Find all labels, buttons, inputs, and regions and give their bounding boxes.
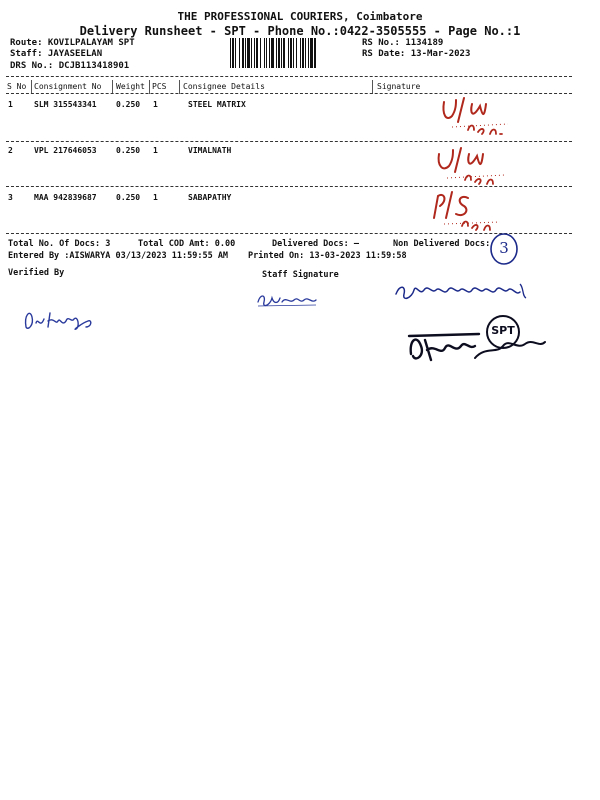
barcode-bar xyxy=(254,38,255,68)
route-text: Route: KOVILPALAYAM SPT xyxy=(10,38,135,48)
barcode-bar xyxy=(269,38,270,68)
row-rule xyxy=(6,186,572,187)
barcode-bar xyxy=(290,38,292,68)
row-consignee: SABAPATHY xyxy=(188,193,232,202)
col-divider xyxy=(112,80,113,94)
staff-text: Staff: JAYASEELAN xyxy=(10,49,103,59)
barcode-bar xyxy=(278,38,280,68)
handwritten-count xyxy=(489,232,519,266)
row-weight: 0.250 xyxy=(116,100,141,109)
tamil-signature xyxy=(392,276,532,306)
row-consignment: MAA 942839687 xyxy=(34,193,97,202)
barcode-bar xyxy=(235,38,236,68)
col-divider xyxy=(31,80,32,94)
non-delivered-docs: Non Delivered Docs: xyxy=(393,239,491,249)
delivered-docs: Delivered Docs: — xyxy=(272,239,359,249)
barcode-bar xyxy=(281,38,282,68)
row-pcs: 1 xyxy=(153,193,158,202)
table-top-rule xyxy=(6,76,572,77)
row-consignee: STEEL MATRIX xyxy=(188,100,246,109)
runsheet-subtitle: Delivery Runsheet - SPT - Phone No.:0422-3505555 - Page No.:1 xyxy=(79,24,521,38)
barcode-bar xyxy=(247,38,250,68)
handwritten-count-value: 3 xyxy=(499,239,509,257)
barcode-bar xyxy=(260,38,261,68)
row-consignment: SLM 315543341 xyxy=(34,100,97,109)
total-cod: Total COD Amt: 0.00 xyxy=(138,239,236,249)
col-divider xyxy=(372,80,373,94)
company-title: THE PROFESSIONAL COURIERS, Coimbatore xyxy=(177,10,423,23)
col-signature: Signature xyxy=(377,82,421,91)
barcode-bar xyxy=(293,38,294,68)
barcode-bar xyxy=(242,38,244,68)
row-weight: 0.250 xyxy=(116,146,141,155)
col-sno: S No xyxy=(7,82,27,91)
barcode-bar xyxy=(245,38,246,68)
barcode-bar xyxy=(251,38,252,68)
row-sno: 2 xyxy=(8,146,13,155)
barcode-bar xyxy=(256,38,258,68)
col-consignee: Consignee Details xyxy=(183,82,265,91)
barcode-bar xyxy=(266,38,267,68)
row-consignee: VIMALNATH xyxy=(188,146,232,155)
verified-by-label: Verified By xyxy=(8,268,65,278)
handwritten-status xyxy=(428,188,508,234)
total-docs: Total No. Of Docs: 3 xyxy=(8,239,111,249)
row-sno: 1 xyxy=(8,100,13,109)
barcode-bar xyxy=(308,38,309,68)
col-divider xyxy=(179,80,180,94)
row-pcs: 1 xyxy=(153,100,158,109)
barcode-bar xyxy=(283,38,285,68)
barcode-bar xyxy=(300,38,301,68)
row-weight: 0.250 xyxy=(116,193,141,202)
handwritten-status xyxy=(433,142,513,188)
entered-by: Entered By :AISWARYA 03/13/2023 11:59:55 AM xyxy=(8,251,229,261)
barcode-bar xyxy=(264,38,265,68)
printed-on: Printed On: 13-03-2023 11:59:58 xyxy=(248,251,407,261)
stamp-signature xyxy=(405,310,553,372)
row-pcs: 1 xyxy=(153,146,158,155)
verified-by-signature xyxy=(22,305,102,335)
handwritten-status xyxy=(438,94,518,140)
barcode-bar xyxy=(302,38,304,68)
barcode-bar xyxy=(288,38,289,68)
col-pcs: PCS xyxy=(152,82,167,91)
barcode-bar xyxy=(310,38,313,68)
barcode-bar xyxy=(239,38,240,68)
col-divider xyxy=(149,80,150,94)
barcode-graphic xyxy=(228,38,352,68)
barcode-bar xyxy=(305,38,306,68)
barcode-bar xyxy=(296,38,297,68)
barcode xyxy=(228,38,352,68)
stamp-text: SPT xyxy=(491,324,515,337)
table-bottom-rule xyxy=(6,233,572,234)
barcode-bar xyxy=(230,38,231,68)
drs-number: DRS No.: DCJB113418901 xyxy=(10,61,130,71)
staff-signature-label: Staff Signature xyxy=(262,270,339,280)
barcode-bar xyxy=(271,38,274,68)
barcode-bar xyxy=(276,38,277,68)
col-consignment: Consignment No xyxy=(34,82,102,91)
row-sno: 3 xyxy=(8,193,13,202)
col-weight: Weight xyxy=(116,82,145,91)
rs-number: RS No.: 1134189 xyxy=(362,38,444,48)
barcode-bar xyxy=(232,38,234,68)
staff-signature xyxy=(254,288,324,310)
rs-date: RS Date: 13-Mar-2023 xyxy=(362,49,471,59)
row-consignment: VPL 217646053 xyxy=(34,146,97,155)
barcode-bar xyxy=(314,38,316,68)
